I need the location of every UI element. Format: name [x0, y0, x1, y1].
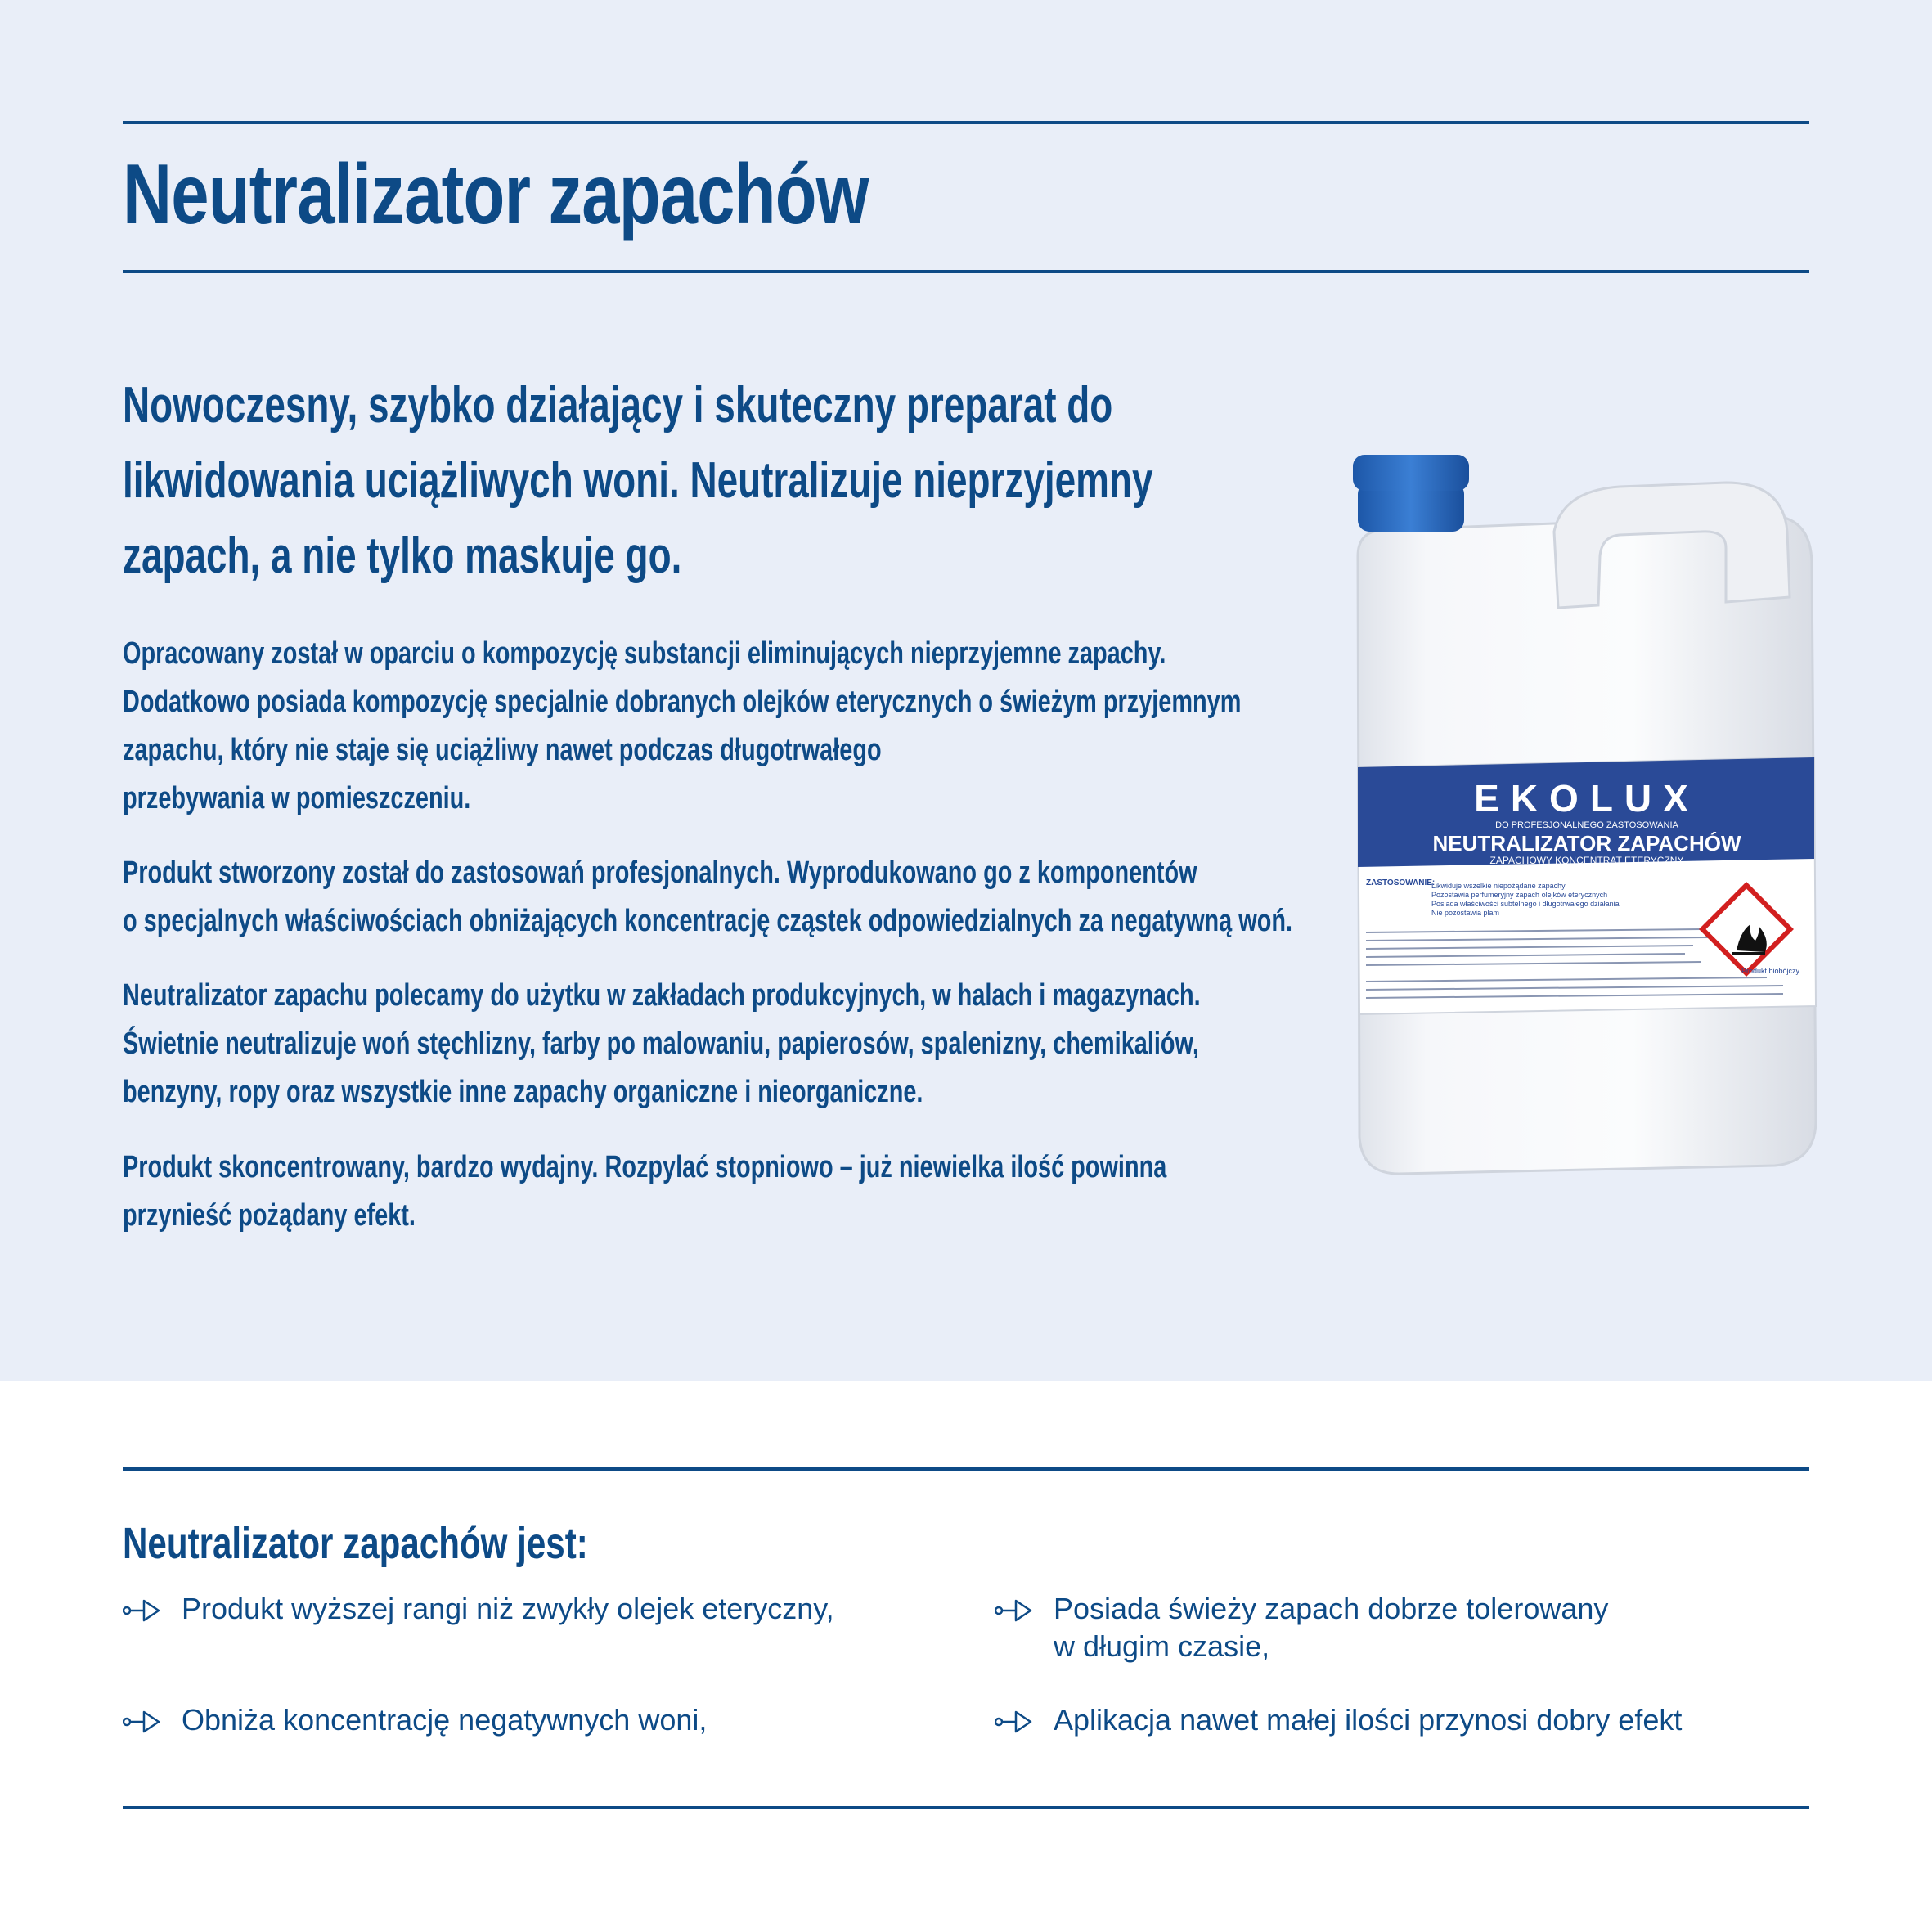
label-bullet: Posiada właściwości subtelnego i długotrwałego działania — [1431, 900, 1620, 908]
feature-text: Posiada świeży zapach dobrze tolerowany — [1054, 1592, 1609, 1625]
label-brand: EKOLUX — [1474, 777, 1700, 820]
label-bullet: Likwiduje wszelkie niepożądane zapachy — [1431, 882, 1566, 890]
paragraph-line: zapachu, który nie staje się uciążliwy nawet podczas długotrwałego — [123, 733, 882, 767]
label-bullet: Pozostawia perfumeryjny zapach olejków eterycznych — [1431, 891, 1608, 899]
arrow-bullet-icon — [123, 1710, 162, 1734]
paragraph-line: Neutralizator zapachu polecamy do użytku w zakładach produkcyjnych, w halach i magazynach. — [123, 978, 1201, 1013]
body-paragraph — [123, 972, 1201, 1117]
arrow-bullet-icon — [123, 1598, 162, 1623]
title-divider — [123, 270, 1809, 273]
feature-text: Obniża koncentrację negatywnych woni, — [182, 1703, 708, 1737]
body-paragraph — [123, 630, 1241, 823]
label-subtitle: DO PROFESJONALNEGO ZASTOSOWANIA — [1495, 820, 1678, 830]
label-usage-heading: ZASTOSOWANIE: — [1366, 878, 1436, 887]
feature-text: w długim czasie, — [1054, 1629, 1270, 1663]
arrow-bullet-icon — [995, 1598, 1034, 1623]
lead-text — [123, 368, 1152, 594]
paragraph-line: Dodatkowo posiada kompozycję specjalnie dobranych olejków eterycznych o świeżym przyjemnym — [123, 685, 1242, 719]
arrow-bullet-icon — [995, 1710, 1034, 1734]
paragraph-line: przebywania w pomieszczeniu. — [123, 781, 471, 815]
paragraph-line: o specjalnych właściwościach obniżających koncentrację cząstek odpowiedzialnych za negatywną woń. — [123, 904, 1293, 938]
product-canister-image — [1341, 442, 1824, 1178]
canister-cap-top — [1353, 455, 1469, 491]
label-footer-note: Produkt biobójczy — [1741, 967, 1799, 975]
feature-text: Aplikacja nawet małej ilości przynosi dobry efekt — [1054, 1703, 1683, 1737]
paragraph-line: Opracowany został w oparciu o kompozycję substancji eliminujących nieprzyjemne zapachy. — [123, 636, 1166, 671]
paragraph-line: Świetnie neutralizuje woń stęchlizny, farby po malowaniu, papierosów, spalenizny, chemikaliów, — [123, 1027, 1199, 1061]
lead-line: likwidowania uciążliwych woni. Neutralizuje nieprzyjemny — [123, 452, 1153, 509]
features-heading: Neutralizator zapachów jest: — [123, 1519, 588, 1568]
top-divider — [123, 121, 1809, 124]
paragraph-line: przynieść pożądany efekt. — [123, 1198, 416, 1233]
paragraph-line: Produkt stworzony został do zastosowań profesjonalnych. Wyprodukowano go z komponentów — [123, 856, 1197, 890]
bottom-divider — [123, 1806, 1809, 1809]
page-title: Neutralizator zapachów — [123, 147, 869, 242]
feature-text: Produkt wyższej rangi niż zwykły olejek eteryczny, — [182, 1592, 834, 1625]
features-divider — [123, 1467, 1809, 1471]
label-product-name: NEUTRALIZATOR ZAPACHÓW — [1432, 831, 1741, 856]
body-paragraph — [123, 849, 1292, 946]
paragraph-line: benzyny, ropy oraz wszystkie inne zapachy organiczne i nieorganiczne. — [123, 1075, 923, 1109]
lead-line: Nowoczesny, szybko działający i skuteczny preparat do — [123, 377, 1113, 434]
paragraph-line: Produkt skoncentrowany, bardzo wydajny. Rozpylać stopniowo – już niewielka ilość powinna — [123, 1150, 1167, 1184]
flame-base — [1732, 952, 1765, 955]
lead-line: zapach, a nie tylko maskuje go. — [123, 528, 682, 584]
label-bullet: Nie pozostawia plam — [1431, 909, 1500, 917]
body-paragraph — [123, 1143, 1166, 1240]
label-type: ZAPACHOWY KONCENTRAT ETERYCZNY — [1489, 855, 1684, 866]
